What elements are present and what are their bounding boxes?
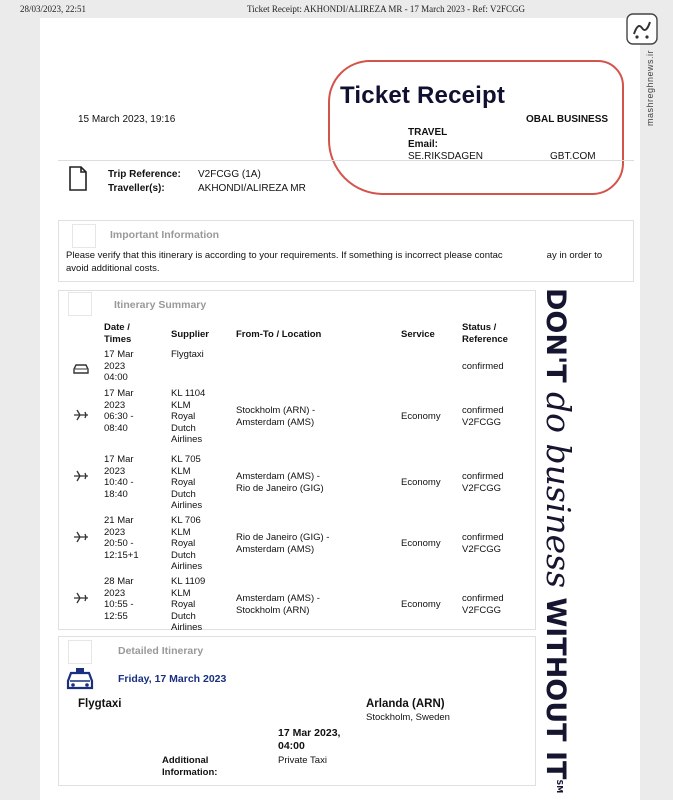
pickup-time: 04:00 xyxy=(278,740,305,752)
summary-row-4-date-line: 12:55 xyxy=(104,610,128,622)
summary-row-1-service-line: Economy xyxy=(401,411,441,422)
agency-travel: TRAVEL xyxy=(408,127,448,138)
summary-row-2-status-line: V2FCGG xyxy=(462,482,502,494)
agency-name: OBAL BUSINESS xyxy=(526,114,609,125)
summary-row-4-fromto-line: Stockholm (ARN) xyxy=(236,604,310,616)
info-icon xyxy=(72,224,96,248)
addl-value: Private Taxi xyxy=(278,755,327,766)
summary-row-1-date-line: 17 Mar xyxy=(104,388,134,399)
summary-row-2-date xyxy=(104,454,134,500)
slogan-mark: SM xyxy=(555,779,564,794)
summary-row-0-supplier-line: Flygtaxi xyxy=(171,349,204,360)
slogan-banner xyxy=(539,288,608,794)
detailed-title: Detailed Itinerary xyxy=(118,645,204,657)
summary-row-4-status xyxy=(462,593,504,616)
summary-row-0-supplier xyxy=(171,349,204,361)
summary-row-3-date-line: 12:15+1 xyxy=(104,549,139,561)
traveller-value: AKHONDI/ALIREZA MR xyxy=(198,183,306,194)
calendar-icon xyxy=(68,640,92,664)
summary-row-1-supplier-line: Dutch xyxy=(171,422,196,434)
col-date-l2: Times xyxy=(104,334,132,345)
summary-row-2-supplier-line: KL 705 xyxy=(171,454,201,465)
summary-row-2-service-line: Economy xyxy=(401,477,441,488)
summary-row-0-date-line: 04:00 xyxy=(104,372,128,383)
summary-row-4-fromto-line: Amsterdam (AMS) - xyxy=(236,593,320,604)
provider-name: Flygtaxi xyxy=(78,698,122,710)
plane-icon xyxy=(73,530,89,542)
important-text-b: ay in order to xyxy=(546,250,603,261)
airport-name: Arlanda (ARN) xyxy=(366,698,445,710)
col-status-l1: Status / xyxy=(462,322,497,333)
summary-row-3-fromto-line: Rio de Janeiro (GIG) - xyxy=(236,532,330,543)
summary-row-1-date xyxy=(104,388,134,434)
addl-label xyxy=(162,755,217,779)
summary-row-2-service xyxy=(401,477,441,489)
summary-row-2-date-line: 10:40 - xyxy=(104,477,134,488)
summary-row-1-status-line: V2FCGG xyxy=(462,416,502,428)
print-timestamp: 28/03/2023, 22:51 xyxy=(20,4,87,14)
trip-ref-label: Trip Reference: xyxy=(108,169,181,180)
summary-row-2-supplier-line: Royal xyxy=(171,477,196,488)
document-icon xyxy=(68,166,88,191)
summary-row-4-fromto xyxy=(236,593,320,616)
summary-row-4-supplier-line: Airlines xyxy=(171,622,203,633)
plane-icon xyxy=(73,591,89,603)
car-icon xyxy=(73,361,89,373)
summary-row-4-supplier-line: KL 1109 xyxy=(171,576,206,587)
summary-row-3-date-line: 2023 xyxy=(104,526,126,538)
summary-row-1-status-line: confirmed xyxy=(462,405,504,416)
col-supplier: Supplier xyxy=(171,329,210,340)
summary-row-1-fromto-line: Amsterdam (AMS) xyxy=(236,416,315,428)
summary-row-2-fromto-line: Rio de Janeiro (GIG) xyxy=(236,482,324,494)
summary-row-3-fromto-line: Amsterdam (AMS) xyxy=(236,543,315,555)
summary-row-2-date-line: 2023 xyxy=(104,465,126,477)
summary-row-3-supplier xyxy=(171,515,202,573)
summary-row-1-supplier-line: Royal xyxy=(171,411,196,422)
summary-row-0-date xyxy=(104,349,134,384)
list-icon xyxy=(68,292,92,316)
print-header xyxy=(0,0,673,20)
summary-row-4-supplier-line: Royal xyxy=(171,599,196,610)
summary-row-3-status xyxy=(462,532,504,555)
faded-logo-area xyxy=(80,52,250,102)
summary-row-1-supplier-line: KL 1104 xyxy=(171,388,206,399)
col-date xyxy=(104,322,131,346)
pickup-date: 17 Mar 2023, xyxy=(278,727,341,739)
summary-row-1-date-line: 06:30 - xyxy=(104,411,134,422)
summary-row-1-supplier xyxy=(171,388,205,446)
summary-row-0-status-line: confirmed xyxy=(462,361,504,372)
summary-row-1-date-line: 08:40 xyxy=(104,422,128,434)
summary-row-3-supplier-line: Airlines xyxy=(171,561,203,572)
summary-row-1-fromto-line: Stockholm (ARN) - xyxy=(236,405,316,416)
summary-row-1-service xyxy=(401,411,441,423)
summary-row-1-status xyxy=(462,405,504,428)
issue-date: 15 March 2023, 19:16 xyxy=(78,114,176,125)
addl-label-l1: Additional xyxy=(162,755,209,766)
summary-row-3-supplier-line: KLM xyxy=(171,526,191,538)
summary-row-2-supplier-line: KLM xyxy=(171,465,191,477)
traveller-label: Traveller(s): xyxy=(108,183,165,194)
slogan-part3: WITHOUT IT xyxy=(540,588,571,780)
summary-row-4-supplier-line: KLM xyxy=(171,587,191,599)
summary-row-2-date-line: 17 Mar xyxy=(104,454,134,465)
receipt-title: Ticket Receipt xyxy=(340,82,506,109)
summary-row-1-fromto xyxy=(236,405,315,428)
email-domain: GBT.COM xyxy=(550,151,596,162)
summary-row-2-supplier-line: Airlines xyxy=(171,500,203,511)
day-title: Friday, 17 March 2023 xyxy=(118,673,227,685)
col-fromto: From-To / Location xyxy=(236,329,322,340)
summary-row-4-date-line: 28 Mar xyxy=(104,576,134,587)
summary-row-4-date-line: 2023 xyxy=(104,587,126,599)
email-user: SE.RIKSDAGEN xyxy=(408,151,484,162)
plane-icon xyxy=(73,408,89,420)
site-watermark: mashreghnews.ir xyxy=(645,50,655,127)
summary-row-3-status-line: V2FCGG xyxy=(462,543,502,555)
summary-row-3-status-line: confirmed xyxy=(462,532,504,543)
summary-row-3-date xyxy=(104,515,139,561)
summary-row-4-supplier xyxy=(171,576,205,634)
summary-row-3-date-line: 20:50 - xyxy=(104,538,134,549)
summary-row-2-fromto-line: Amsterdam (AMS) - xyxy=(236,471,320,482)
summary-row-4-date-line: 10:55 - xyxy=(104,599,134,610)
summary-row-0-status xyxy=(462,361,504,373)
slogan-text xyxy=(539,288,578,793)
summary-row-4-service-line: Economy xyxy=(401,599,441,610)
print-title: Ticket Receipt: AKHONDI/ALIREZA MR - 17 March 2023 - Ref: V2FCGG xyxy=(247,4,525,14)
summary-row-0-date-line: 2023 xyxy=(104,360,126,372)
summary-row-2-status xyxy=(462,471,504,494)
col-status-l2: Reference xyxy=(462,334,508,345)
summary-row-4-service xyxy=(401,599,441,611)
plane-icon xyxy=(73,469,89,481)
col-service: Service xyxy=(401,329,435,340)
email-label: Email: xyxy=(408,139,439,150)
col-date-l1: Date / xyxy=(104,322,130,333)
summary-row-4-status-line: confirmed xyxy=(462,593,504,604)
summary-row-1-supplier-line: KLM xyxy=(171,399,191,411)
summary-row-3-service-line: Economy xyxy=(401,538,441,549)
summary-row-2-supplier-line: Dutch xyxy=(171,488,196,500)
slogan-part2: do business xyxy=(539,392,578,589)
summary-row-3-date-line: 21 Mar xyxy=(104,515,134,526)
important-text xyxy=(66,249,626,275)
summary-row-3-supplier-line: Dutch xyxy=(171,549,196,561)
important-text-c: avoid additional costs. xyxy=(66,263,160,274)
col-status xyxy=(462,322,508,346)
summary-row-2-fromto xyxy=(236,471,324,494)
slogan-part1: DON'T xyxy=(540,288,571,393)
summary-title: Itinerary Summary xyxy=(114,299,207,311)
trip-ref-value: V2FCGG (1A) xyxy=(198,169,261,180)
taxi-icon xyxy=(66,667,94,691)
summary-row-3-supplier-line: KL 706 xyxy=(171,515,201,526)
summary-row-0-date-line: 17 Mar xyxy=(104,349,134,360)
addl-label-l2: Information: xyxy=(162,767,218,778)
summary-row-3-fromto xyxy=(236,532,329,555)
summary-row-2-supplier xyxy=(171,454,202,512)
summary-row-4-status-line: V2FCGG xyxy=(462,604,502,616)
summary-row-3-supplier-line: Royal xyxy=(171,538,196,549)
summary-row-4-supplier-line: Dutch xyxy=(171,610,196,622)
summary-row-2-status-line: confirmed xyxy=(462,471,504,482)
summary-row-1-date-line: 2023 xyxy=(104,399,126,411)
summary-row-1-supplier-line: Airlines xyxy=(171,434,203,445)
important-title: Important Information xyxy=(110,229,220,241)
site-seal-icon xyxy=(625,12,659,46)
summary-row-4-date xyxy=(104,576,134,622)
summary-row-2-date-line: 18:40 xyxy=(104,488,128,500)
important-text-a: Please verify that this itinerary is according to your requirements. If something is incorrect please contac xyxy=(66,250,503,261)
summary-row-3-service xyxy=(401,538,441,550)
airport-city: Stockholm, Sweden xyxy=(366,712,450,723)
